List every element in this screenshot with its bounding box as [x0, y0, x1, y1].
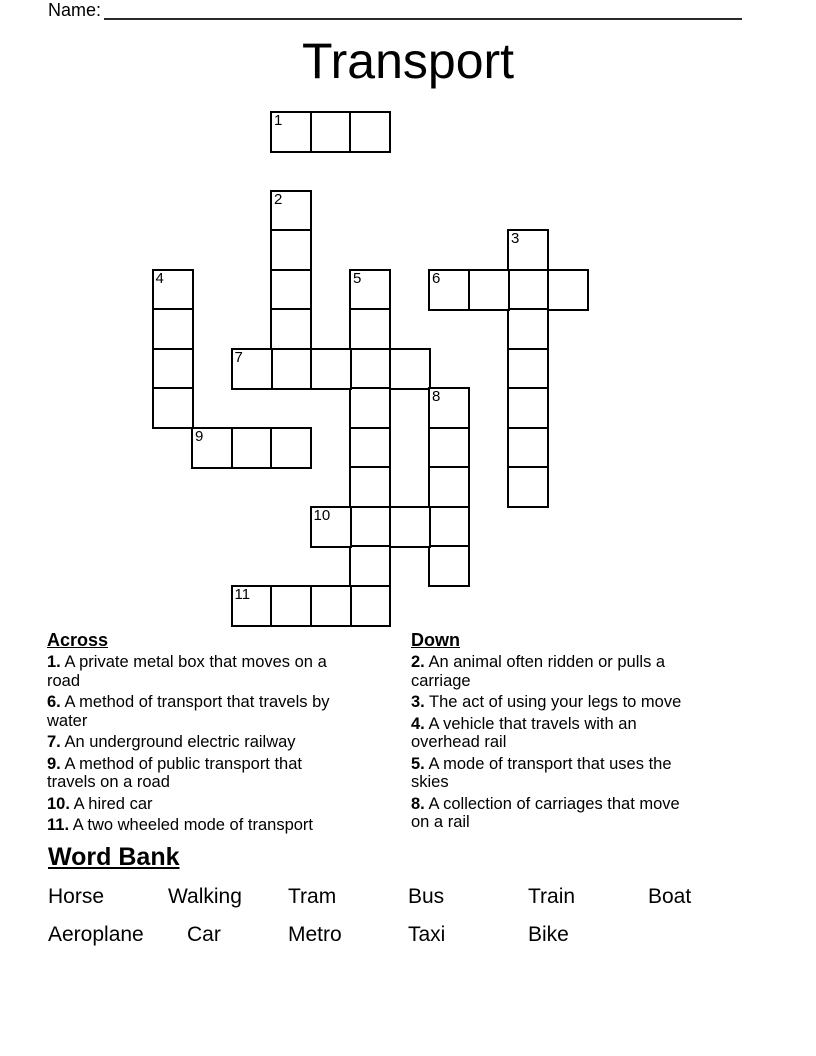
word-bank-heading: Word Bank	[48, 843, 180, 871]
grid-cell[interactable]	[468, 269, 510, 311]
clue-7: 7. An underground electric railway	[47, 733, 296, 751]
clue-1: 1. A private metal box that moves on a road	[47, 653, 327, 690]
grid-cell[interactable]	[349, 308, 391, 350]
grid-cell[interactable]	[231, 585, 273, 627]
across-clues-section	[47, 630, 403, 838]
grid-cell[interactable]	[231, 427, 273, 469]
word-bank-word: Bus	[408, 885, 445, 908]
clue-number: 9.	[47, 754, 61, 773]
clue-number: 11.	[47, 816, 70, 834]
cell-number: 4	[155, 269, 164, 287]
grid-cell[interactable]	[270, 190, 312, 232]
grid-cell[interactable]	[270, 427, 312, 469]
clue-5: 5. A mode of transport that uses the skies	[411, 754, 672, 791]
word-bank-word: Horse	[48, 885, 105, 908]
grid-cell[interactable]	[428, 466, 470, 508]
clue-number: 4.	[411, 714, 425, 733]
clue-number: 1.	[47, 653, 61, 671]
grid-cell[interactable]	[349, 387, 391, 429]
grid-cell[interactable]	[270, 269, 312, 311]
grid-cell[interactable]	[152, 387, 194, 429]
clue-3: 3. The act of using your legs to move	[411, 693, 682, 711]
cell-number: 9	[195, 427, 204, 445]
grid-cell[interactable]	[310, 348, 352, 390]
word-bank-word: Aeroplane	[48, 923, 144, 946]
grid-cell[interactable]	[270, 111, 312, 153]
down-heading: Down	[411, 630, 460, 650]
word-bank-row	[48, 884, 788, 912]
grid-cell[interactable]	[428, 269, 470, 311]
grid-cell[interactable]	[507, 466, 549, 508]
clue-8: 8. A collection of carriages that move on a rail	[411, 794, 680, 831]
across-clue-list	[47, 653, 403, 835]
clue-6: 6. A method of transport that travels by water	[47, 693, 330, 730]
clue-number: 3.	[411, 693, 425, 711]
word-bank-word: Tram	[288, 885, 337, 908]
grid-cell[interactable]	[507, 387, 549, 429]
cell-number: 8	[432, 388, 441, 405]
cell-number: 6	[432, 269, 441, 287]
down-clues-section	[411, 630, 775, 835]
grid-cell[interactable]	[428, 387, 470, 429]
grid-cell[interactable]	[389, 506, 431, 548]
grid-cell[interactable]	[349, 111, 391, 153]
word-bank-word: Car	[187, 923, 221, 946]
grid-cell[interactable]	[349, 427, 391, 469]
cell-number: 2	[274, 190, 283, 208]
word-bank-word: Taxi	[408, 923, 446, 946]
cell-number: 3	[511, 230, 520, 247]
word-bank-word: Bike	[528, 923, 569, 946]
grid-cell[interactable]	[428, 545, 470, 587]
cell-number: 5	[353, 269, 362, 287]
clue-number: 8.	[411, 794, 425, 813]
word-bank-word: Metro	[288, 923, 342, 946]
clue-number: 7.	[47, 733, 61, 751]
grid-cell[interactable]	[310, 585, 352, 627]
across-heading: Across	[47, 630, 109, 650]
grid-cell[interactable]	[310, 111, 352, 153]
grid-cell[interactable]	[428, 427, 470, 469]
grid-cell[interactable]	[389, 348, 431, 390]
clue-2: 2. An animal often ridden or pulls a carriage	[411, 653, 666, 690]
down-clue-list	[411, 653, 775, 832]
cell-number: 10	[313, 506, 331, 524]
grid-cell[interactable]	[428, 506, 470, 548]
grid-cell[interactable]	[270, 308, 312, 350]
grid-cell[interactable]	[507, 348, 549, 390]
clue-4: 4. A vehicle that travels with an overhead rail	[411, 714, 637, 751]
grid-cell[interactable]	[191, 427, 233, 469]
grid-cell[interactable]	[507, 427, 549, 469]
grid-cell[interactable]	[507, 229, 549, 271]
clue-number: 5.	[411, 754, 425, 773]
grid-cell[interactable]	[310, 506, 352, 548]
grid-cell[interactable]	[507, 269, 549, 311]
word-bank-word: Train	[528, 885, 576, 908]
cell-number: 1	[274, 111, 283, 129]
page-title: Transport	[301, 33, 515, 89]
grid-cell[interactable]	[349, 585, 391, 627]
cell-number: 11	[234, 585, 251, 603]
grid-cell[interactable]	[152, 348, 194, 390]
cell-number: 7	[234, 348, 243, 366]
grid-cell[interactable]	[349, 269, 391, 311]
word-bank-word: Walking	[168, 885, 242, 908]
word-bank-row	[48, 922, 788, 950]
grid-cell[interactable]	[152, 308, 194, 350]
grid-cell[interactable]	[349, 545, 391, 587]
clue-number: 6.	[47, 693, 61, 711]
grid-cell[interactable]	[349, 466, 391, 508]
clue-number: 10.	[47, 794, 70, 813]
grid-cell[interactable]	[270, 348, 312, 390]
clue-9: 9. A method of public transport that travels on a road	[47, 754, 302, 791]
grid-cell[interactable]	[349, 506, 391, 548]
name-label: Name:	[48, 0, 102, 20]
clue-10: 10. A hired car	[47, 794, 153, 813]
grid-cell[interactable]	[349, 348, 391, 390]
clue-11: 11. A two wheeled mode of transport	[47, 816, 314, 834]
word-bank-word: Boat	[648, 885, 692, 908]
clue-number: 2.	[411, 653, 425, 671]
grid-cell[interactable]	[547, 269, 589, 311]
grid-cell[interactable]	[270, 585, 312, 627]
grid-cell[interactable]	[270, 229, 312, 271]
grid-cell[interactable]	[507, 308, 549, 350]
grid-cell[interactable]	[152, 269, 194, 311]
grid-cell[interactable]	[231, 348, 273, 390]
